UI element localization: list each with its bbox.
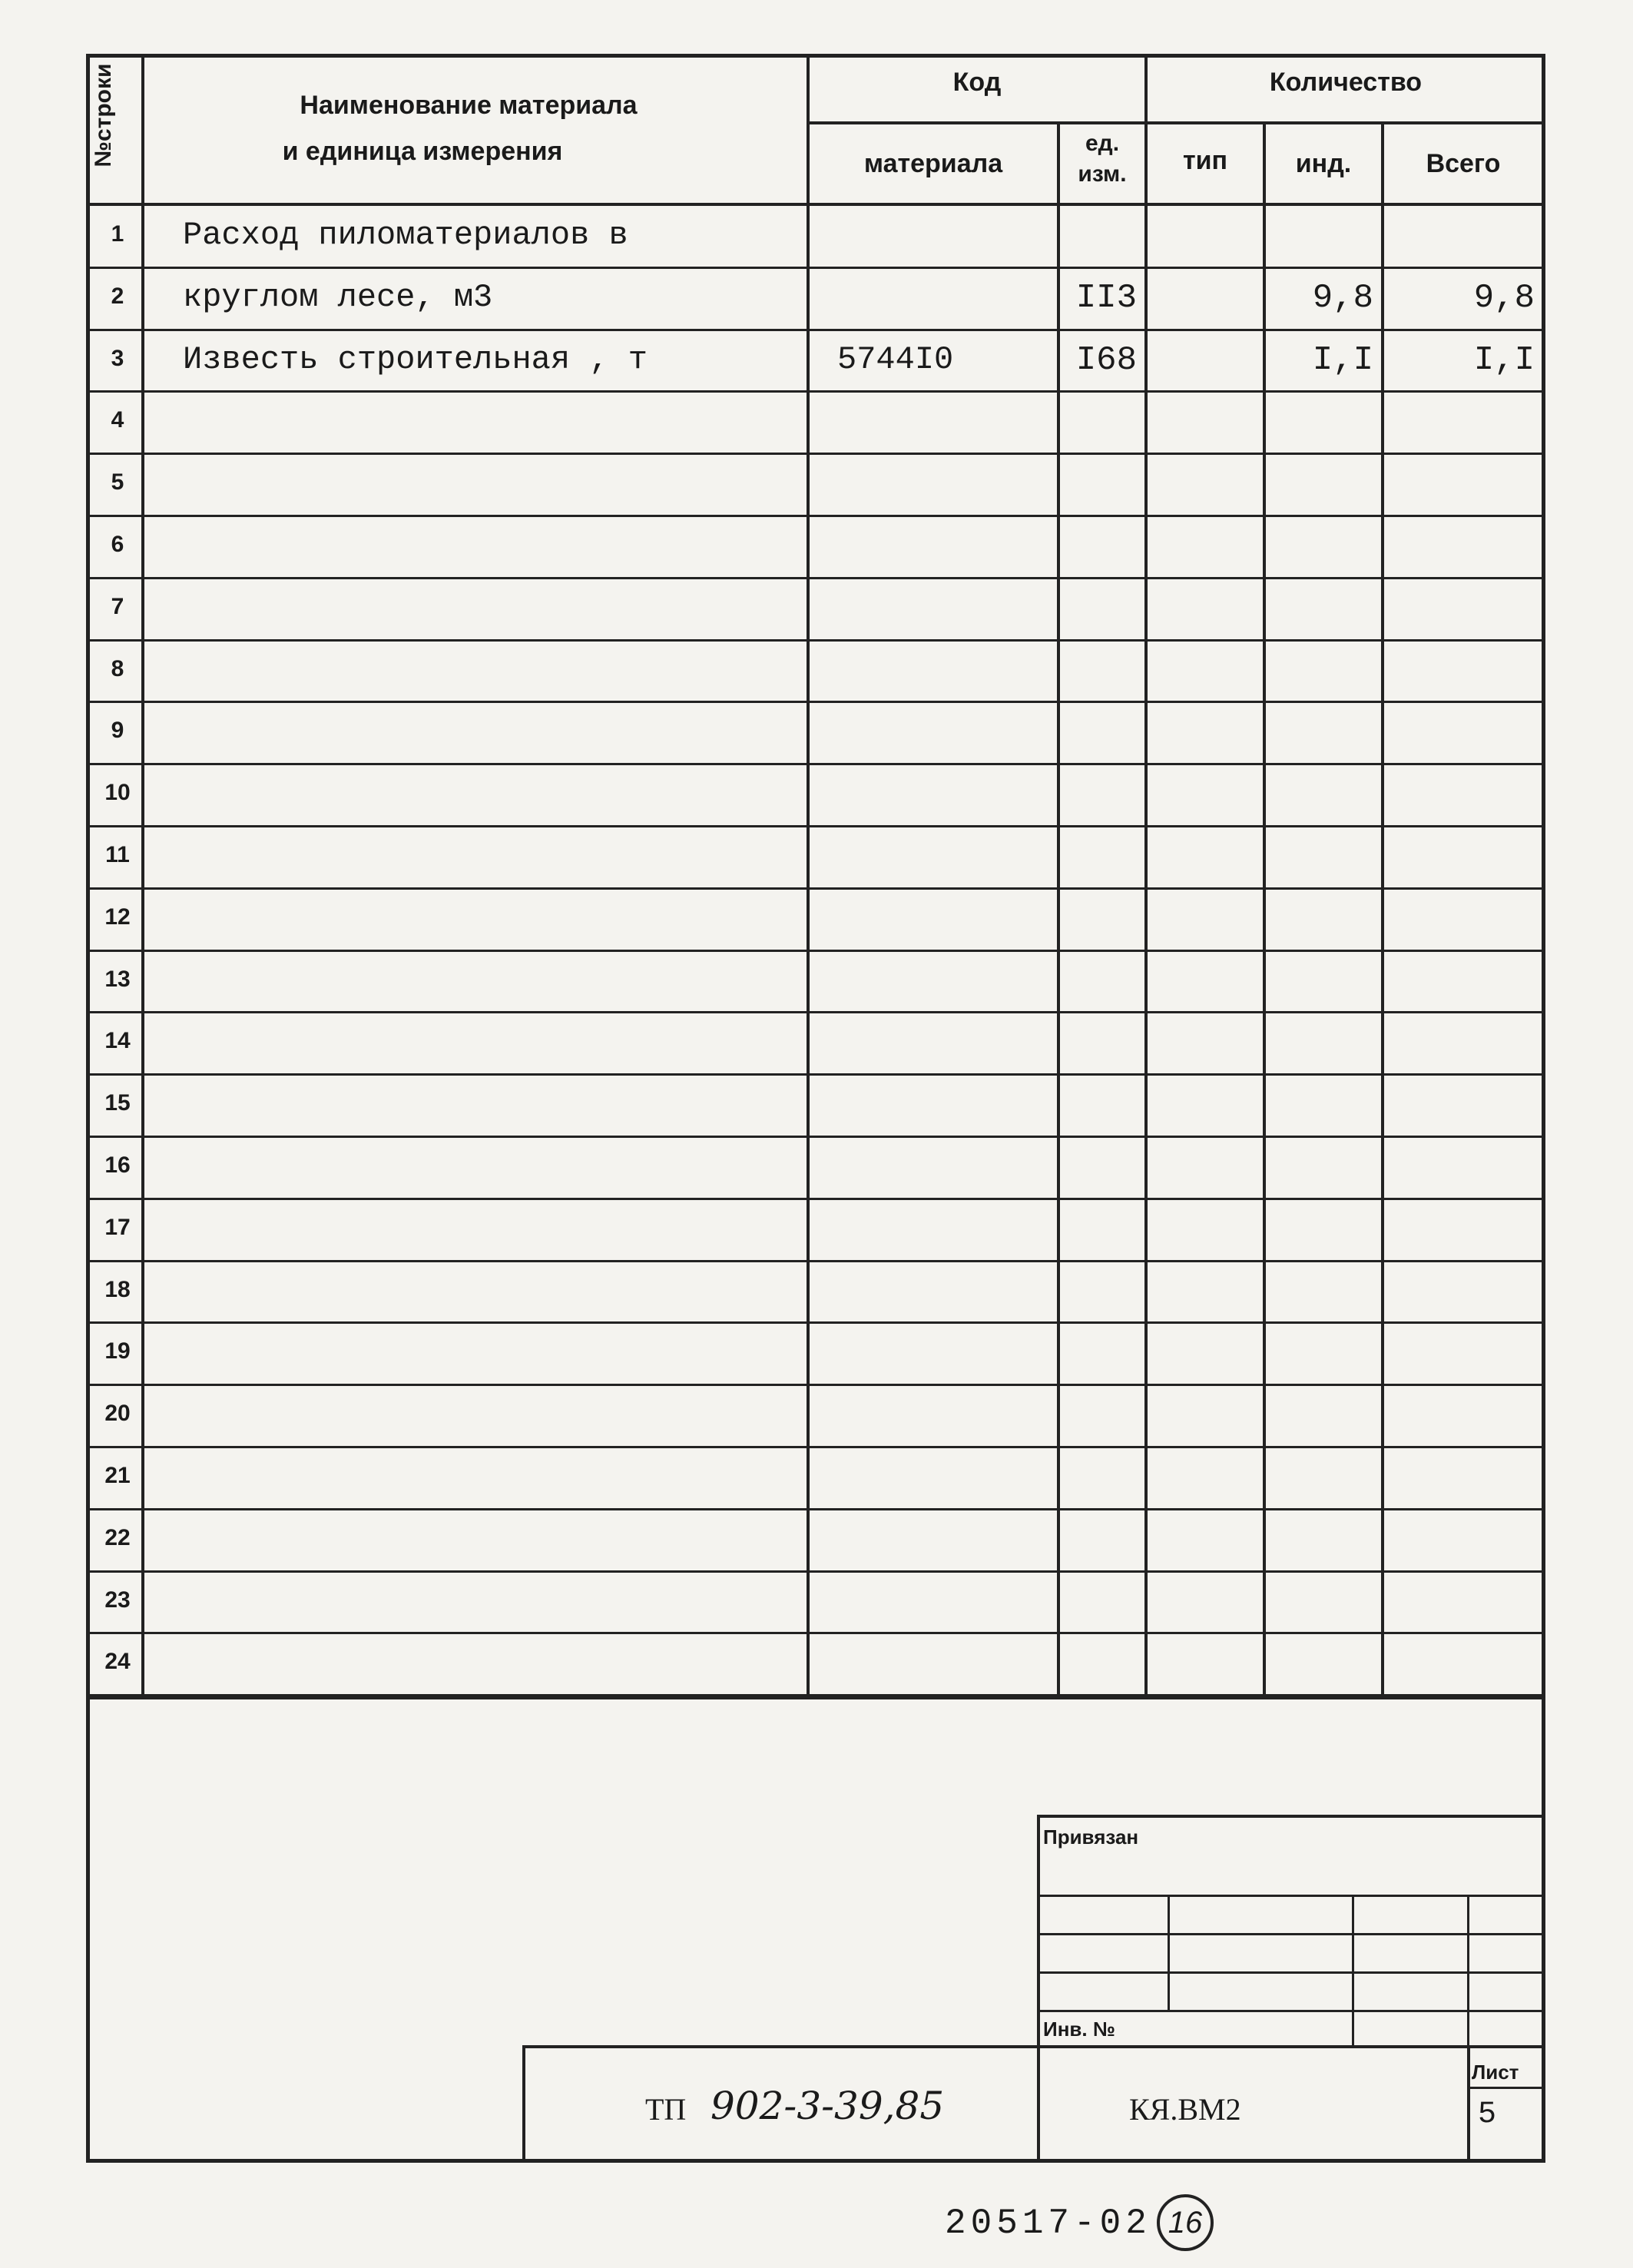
row-number: 24	[104, 1649, 131, 1675]
row-number: 18	[104, 1276, 131, 1302]
row-number: 22	[104, 1524, 131, 1550]
row-divider	[86, 1136, 1545, 1138]
row-number-header: №строки	[91, 63, 116, 167]
row-number: 17	[104, 1214, 131, 1240]
row-divider	[86, 267, 1545, 269]
row-divider	[86, 639, 1545, 642]
row-number: 15	[104, 1090, 131, 1116]
row-divider	[86, 1260, 1545, 1262]
stamp-col	[1352, 1895, 1354, 2048]
row-divider	[86, 1384, 1545, 1386]
row-divider	[86, 763, 1545, 765]
row-number: 4	[111, 407, 124, 433]
row-divider	[86, 1632, 1545, 1634]
title-sheet-divider	[1467, 2087, 1545, 2089]
row-number: 2	[111, 283, 124, 309]
row-number: 12	[104, 904, 131, 930]
qty-ind: I,I	[1312, 340, 1373, 380]
material-name: круглом лесе, м3	[183, 278, 493, 316]
row-divider	[86, 1321, 1545, 1324]
code-material-header: материала	[863, 149, 1003, 178]
row-divider	[86, 950, 1545, 952]
sheet-label: Лист	[1472, 2061, 1519, 2084]
row-divider	[86, 825, 1545, 827]
col-divider	[1144, 54, 1148, 1698]
doc-code-suffix: КЯ.ВМ2	[1129, 2092, 1241, 2127]
row-divider	[86, 1446, 1545, 1448]
row-divider	[86, 453, 1545, 455]
unit-header-line1: ед.	[1085, 131, 1120, 156]
page-circle: 16	[1157, 2194, 1214, 2251]
row-number: 20	[104, 1401, 131, 1427]
unit-header-line2: изм.	[1078, 161, 1127, 187]
row-number: 5	[111, 469, 124, 496]
row-number: 1	[111, 221, 124, 247]
material-code: 5744I0	[837, 340, 954, 378]
name-header-line1: Наименование материала	[300, 91, 638, 120]
material-name: Расход пиломатериалов в	[183, 217, 628, 254]
material-name: Известь строительная , т	[183, 340, 648, 378]
row-number: 11	[105, 842, 130, 867]
row-divider	[86, 1198, 1545, 1200]
unit-code: I68	[1075, 340, 1137, 380]
table-bottom-line	[86, 1696, 1545, 1699]
row-number: 13	[104, 966, 131, 992]
qty-type-header: тип	[1182, 146, 1228, 175]
stamp-col	[1168, 1895, 1170, 2010]
row-divider	[86, 1073, 1545, 1076]
row-divider	[86, 701, 1545, 703]
row-divider	[86, 390, 1545, 393]
doc-code-prefix: ТП	[645, 2092, 687, 2127]
header-divider	[807, 121, 1544, 124]
row-divider	[86, 887, 1545, 890]
inv-number-label: Инв. №	[1043, 2018, 1115, 2041]
row-number: 9	[111, 718, 124, 744]
row-number: 23	[104, 1587, 131, 1613]
title-sheet-divider	[1467, 2045, 1470, 2163]
doc-code-handwritten: 902-3-39,85	[711, 2084, 945, 2128]
unit-code: II3	[1075, 278, 1137, 317]
row-number: 21	[104, 1463, 131, 1488]
code-group-header: Код	[952, 68, 1002, 97]
row-number: 16	[104, 1152, 131, 1178]
row-number: 19	[104, 1338, 131, 1364]
name-header-line2: и единица измерения	[282, 137, 563, 166]
qty-total: 9,8	[1473, 278, 1535, 317]
archive-number: 20517-02	[945, 2203, 1151, 2243]
qty-ind-header: инд.	[1295, 149, 1352, 178]
qty-group-header: Количество	[1269, 68, 1423, 97]
row-number: 10	[104, 780, 131, 806]
row-number: 3	[111, 345, 124, 371]
qty-total: I,I	[1473, 340, 1535, 380]
row-divider	[86, 1508, 1545, 1510]
row-number: 6	[111, 532, 124, 557]
row-number: 7	[111, 593, 124, 619]
row-divider	[86, 329, 1545, 331]
row-number: 14	[104, 1028, 131, 1054]
stamp-col	[1467, 1895, 1469, 2048]
row-divider	[86, 515, 1545, 517]
row-divider	[86, 1570, 1545, 1573]
row-number: 8	[111, 655, 124, 681]
qty-total-header: Всего	[1426, 149, 1501, 178]
header-divider	[86, 203, 1545, 206]
sheet-value: 5	[1478, 2097, 1497, 2132]
row-divider	[86, 577, 1545, 579]
row-divider	[86, 1011, 1545, 1013]
col-divider	[807, 54, 810, 1698]
privyazan-label: Привязан	[1043, 1825, 1139, 1849]
qty-ind: 9,8	[1312, 278, 1373, 317]
